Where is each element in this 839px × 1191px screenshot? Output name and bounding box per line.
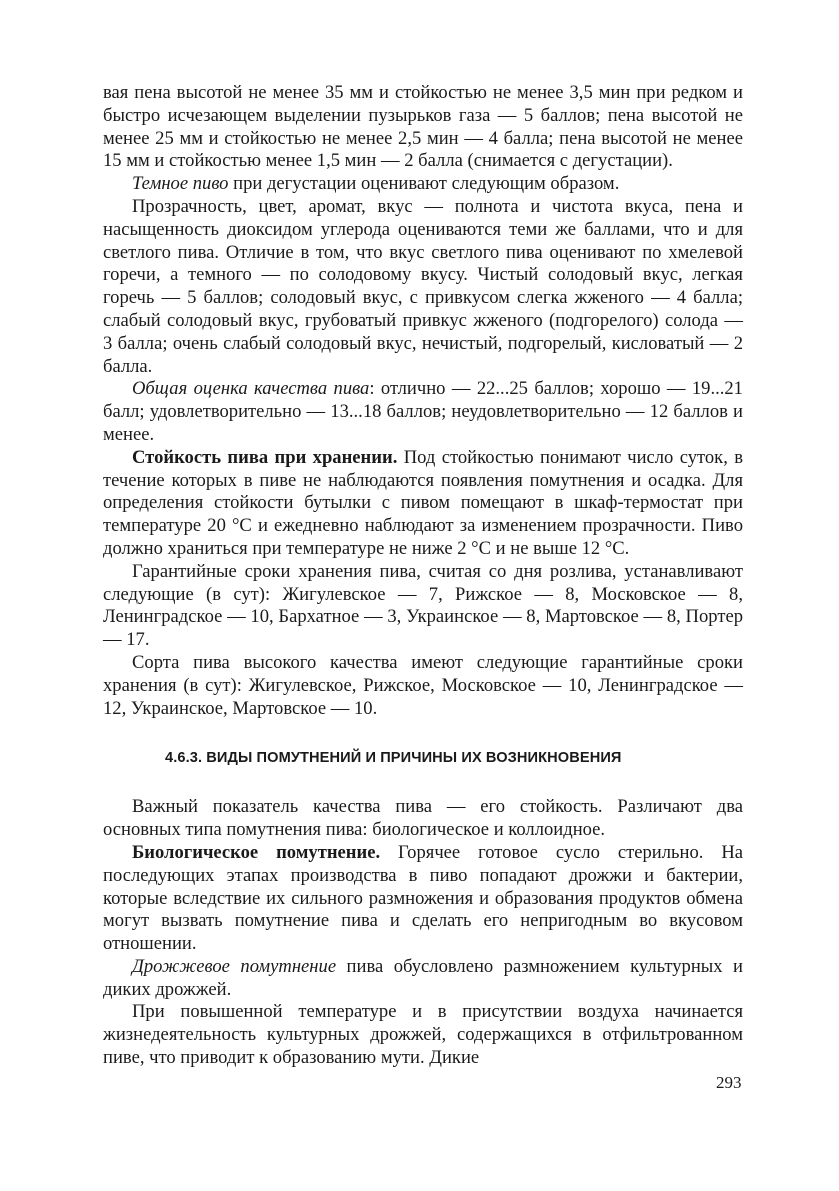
paragraph-turbidity-types: Важный показатель качества пива — его стойкость. Различают два основных типа помутнения пива: биологическое и коллоидное. <box>103 796 743 841</box>
term-storage-stability: Стойкость пива при хранении. <box>132 446 398 468</box>
paragraph-dark-beer-intro-text: при дегустации оценивают следующим образом. <box>228 173 620 195</box>
paragraph-biological-turbidity <box>103 842 743 956</box>
paragraph-foam-scores: вая пена высотой не менее 35 мм и стойкостью не менее 3,5 мин при редком и быстро исчезающем выделении пузырьков газа — 5 баллов; пена высотой не менее 25 мм и стойкостью не менее 2,5 мин — 4 балла; пена высотой не менее 15 мм и стойкостью менее 1,5 мин — 2 балла (снимается с дегустации). <box>103 82 743 172</box>
paragraph-guaranteed-terms: Гарантийные сроки хранения пива, считая со дня розлива, устанавливают следующие (в сут): Жигулевское — 7, Рижское — 8, Московское — 8, Ленинградское — 10, Бархатное — 3, Украинское — 8, Мартовское — 8, Портер — 17. <box>103 560 743 651</box>
paragraph-dark-beer-intro <box>103 173 743 196</box>
paragraph-storage-stability-text: Под стойкостью понимают число суток, в течение которых в пиве не наблюдаются появления помутнения и осадка. Для определения стойкости бутылки с пивом помещают в шкаф-термостат при температуре 20 °С и ежедневно наблюдают за изменением прозрачности. Пиво должно храниться при температуре не ниже 2 °С и не выше 12 °С. <box>103 446 744 559</box>
paragraph-storage-stability <box>103 447 743 561</box>
term-biological-turbidity: Биологическое помутнение. <box>132 841 381 863</box>
paragraph-cultured-yeast: При повышенной температуре и в присутствии воздуха начинается жизнедеятельность культурных дрожжей, содержащихся в отфильтрованном пиве, что приводит к образованию мути. Дикие <box>103 1001 743 1069</box>
paragraph-biological-turbidity-text: Горячее готовое сусло стерильно. На последующих этапах производства в пиво попадают дрожжи и бактерии, которые вследствие их сильного размножения и образования продуктов обмена могут вызвать помутнение пива и сделать его непригодным во вкусовом отношении. <box>103 841 743 955</box>
paragraph-overall-quality <box>103 378 743 446</box>
paragraph-yeast-turbidity <box>103 956 743 1002</box>
term-dark-beer: Темное пиво <box>132 173 229 195</box>
section-heading: 4.6.3. ВИДЫ ПОМУТНЕНИЙ И ПРИЧИНЫ ИХ ВОЗНИКНОВЕНИЯ <box>165 750 622 767</box>
page-text <box>103 82 743 1070</box>
term-overall-quality: Общая оценка качества пива <box>132 378 370 400</box>
paragraph-overall-quality-text: : отлично — 22...25 баллов; хорошо — 19...21 балл; удовлетворительно — 13...18 баллов; неудовлетворительно — 12 баллов и менее. <box>103 378 743 445</box>
page-number: 293 <box>716 1073 742 1092</box>
paragraph-yeast-turbidity-text: пива обусловлено размножением культурных и диких дрожжей. <box>103 955 743 1000</box>
paragraph-dark-beer-scores: Прозрачность, цвет, аромат, вкус — полнота и чистота вкуса, пена и насыщенность диоксидом углерода оцениваются теми же баллами, что и для светлого пива. Отличие в том, что вкус светлого пива оценивают по хмелевой горечи, а темного — по солодовому вкусу. Чистый солодовый вкус, легкая горечь — 5 баллов; солодовый вкус, с привкусом слегка жженого — 4 балла; слабый солодовый вкус, грубоватый привкус жженого (подгорелого) солода — 3 балла; очень слабый солодовый вкус, нечистый, подгорелый, кисловатый — 2 балла. <box>103 195 743 377</box>
term-yeast-turbidity: Дрожжевое помутнение <box>132 955 337 977</box>
paragraph-high-quality-terms: Сорта пива высокого качества имеют следующие гарантийные сроки хранения (в сут): Жигулевское, Рижское, Московское — 10, Ленинградское — 12, Украинское, Мартовское — 10. <box>103 651 743 719</box>
